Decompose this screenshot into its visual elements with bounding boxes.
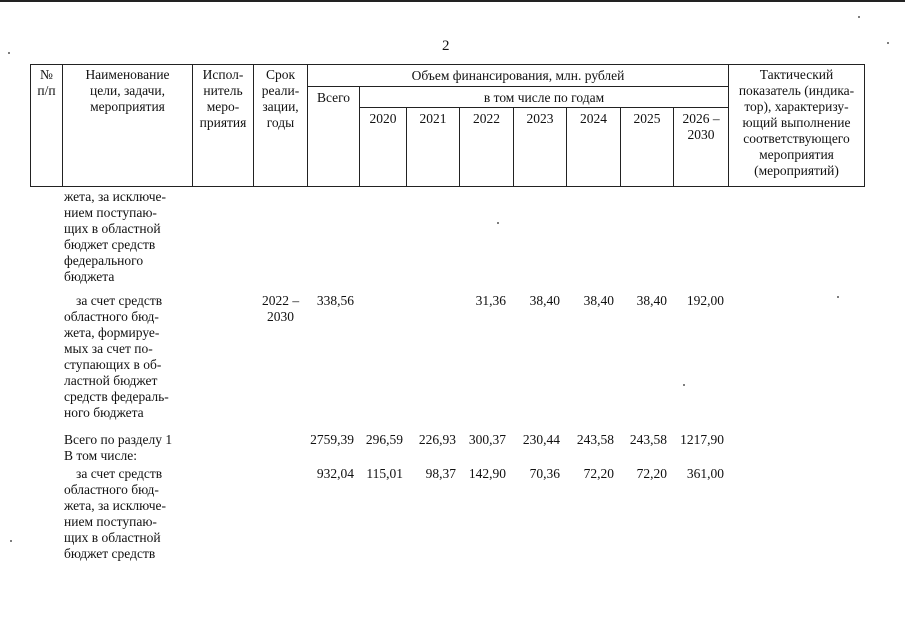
header-year-2026-2030: 2026 – 2030 <box>682 111 720 142</box>
row-2-2025: 38,40 <box>636 293 667 308</box>
header-year-2023: 2023 <box>526 111 554 126</box>
row-1-name: жета, за исключе- нием поступаю- щих в областной бюджет средств федерального бюджета <box>64 189 167 284</box>
header-year-2021: 2021 <box>419 111 447 126</box>
row-2-2026-2030: 192,00 <box>686 293 724 308</box>
row-3-2021: 226,93 <box>418 432 456 447</box>
page-number: 2 <box>442 38 450 54</box>
header-name: Наименование цели, задачи, мероприятия <box>85 67 170 114</box>
row-2-term: 2022 – 2030 <box>261 293 300 324</box>
row-3-total: 2759,39 <box>310 432 354 447</box>
page-top-border <box>0 0 905 2</box>
header-executor: Испол- нитель меро- приятия <box>199 67 247 130</box>
header-year-2022: 2022 <box>473 111 500 126</box>
row-3-2023: 230,44 <box>522 432 560 447</box>
row-5-2023: 70,36 <box>529 466 560 481</box>
row-2-name: за счет средств областного бюд- жета, формируе- мых за счет по- ступающих в об- ластной бюджет средств федераль- ного бюджета <box>64 293 169 420</box>
header-num: № п/п <box>37 67 56 98</box>
row-3-2025: 243,58 <box>629 432 667 447</box>
row-3-2024: 243,58 <box>576 432 614 447</box>
header-year-2025: 2025 <box>633 111 661 126</box>
row-3-2022: 300,37 <box>468 432 506 447</box>
header-year-2020: 2020 <box>369 111 397 126</box>
header-by-years: в том числе по годам <box>483 90 605 105</box>
row-2-2024: 38,40 <box>583 293 614 308</box>
row-5-2021: 98,37 <box>425 466 456 481</box>
row-2-2022: 31,36 <box>475 293 506 308</box>
row-2-2023: 38,40 <box>529 293 560 308</box>
row-3-2026-2030: 1217,90 <box>680 432 724 447</box>
header-term: Срок реали- зации, годы <box>261 67 300 130</box>
header-total: Всего <box>316 90 351 105</box>
row-4-name: В том числе: <box>64 448 137 463</box>
row-5-2024: 72,20 <box>583 466 614 481</box>
row-3-2020: 296,59 <box>365 432 403 447</box>
row-5-2026-2030: 361,00 <box>686 466 724 481</box>
row-5-2022: 142,90 <box>468 466 506 481</box>
row-5-name: за счет средств областного бюд- жета, за исключе- нием поступаю- щих в областной бюджет средств <box>64 466 167 561</box>
row-3-name: Всего по разделу 1 <box>64 432 173 447</box>
header-year-2024: 2024 <box>580 111 607 126</box>
row-2-total: 338,56 <box>316 293 354 308</box>
row-5-2020: 115,01 <box>366 466 403 481</box>
header-indicator: Тактический показатель (индика- тор), характеризу- ющий выполнение соответствующего мероприятия (мероприятий) <box>738 67 855 178</box>
header-funding: Объем финансирования, млн. рублей <box>411 68 625 83</box>
row-5-2025: 72,20 <box>636 466 667 481</box>
row-5-total: 932,04 <box>316 466 354 481</box>
